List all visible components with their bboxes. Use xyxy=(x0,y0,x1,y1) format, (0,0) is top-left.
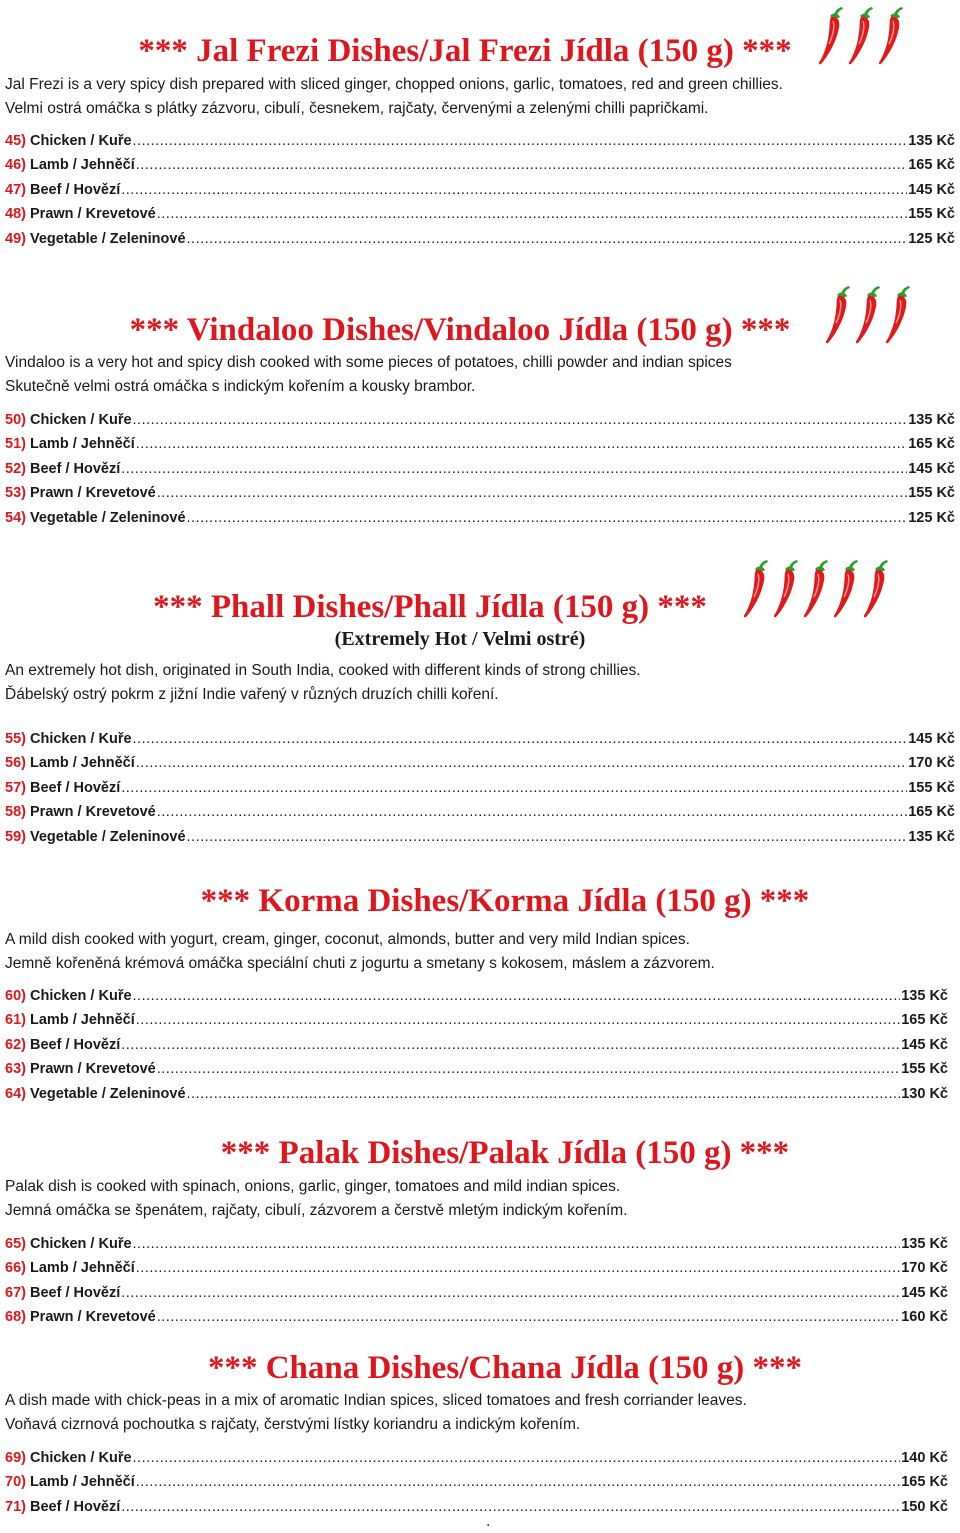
section-palak xyxy=(0,1133,960,1330)
section-subtitle: (Extremely Hot / Velmi ostré) xyxy=(334,628,586,650)
menu-item xyxy=(0,1446,948,1470)
dot-leader xyxy=(136,1008,900,1032)
chilli-icon xyxy=(855,283,883,347)
item-price: 135 Kč xyxy=(908,828,955,845)
item-label: Chicken / Kuře xyxy=(30,731,132,747)
item-price: 140 Kč xyxy=(901,1450,948,1466)
item-price: 155 Kč xyxy=(908,779,955,796)
item-label: Lamb / Jehněčí xyxy=(30,1474,135,1491)
item-number: 52) xyxy=(5,460,26,477)
description-en: Palak dish is cooked with spinach, onions, garlic, ginger, tomatoes and mild indian spices. xyxy=(5,1178,621,1195)
description-en: Vindaloo is a very hot and spicy dish cooked with some pieces of potatoes, chilli powder and indian spices xyxy=(5,354,732,371)
item-number: 45) xyxy=(5,133,26,149)
item-price: 125 Kč xyxy=(908,230,955,247)
item-name xyxy=(5,800,156,824)
dot-leader xyxy=(136,153,907,177)
dot-leader xyxy=(187,1082,901,1106)
menu-items xyxy=(0,727,955,849)
dot-leader xyxy=(121,776,907,800)
item-number: 49) xyxy=(5,230,26,247)
dot-leader xyxy=(136,751,907,775)
section-korma xyxy=(0,881,960,1106)
item-name xyxy=(5,751,135,775)
footer-mark: . xyxy=(486,1513,491,1530)
description-cz: Skutečně velmi ostrá omáčka s indickým kořením a kousky brambor. xyxy=(5,378,476,395)
chilli-icon xyxy=(833,557,861,621)
dot-leader xyxy=(121,457,907,481)
dot-leader xyxy=(136,1256,900,1280)
chilli-icons xyxy=(825,283,913,347)
menu-item xyxy=(0,408,955,432)
item-price: 160 Kč xyxy=(901,1309,948,1326)
item-name xyxy=(5,825,186,849)
item-number: 58) xyxy=(5,804,26,821)
item-label: Chicken / Kuře xyxy=(30,988,132,1004)
item-price: 170 Kč xyxy=(908,755,955,772)
item-number: 61) xyxy=(5,1012,26,1029)
item-label: Vegetable / Zeleninové xyxy=(30,828,186,845)
item-name xyxy=(5,1446,132,1470)
item-name xyxy=(5,1008,135,1032)
item-price: 135 Kč xyxy=(908,133,955,149)
item-name xyxy=(5,1232,132,1256)
description-cz: Velmi ostrá omáčka s plátky zázvoru, cibulí, česnekem, rajčaty, červenými a zelenými chilli papričkami. xyxy=(5,100,709,117)
item-number: 69) xyxy=(5,1450,26,1466)
chilli-icons xyxy=(743,557,891,621)
dot-leader xyxy=(157,800,908,824)
item-price: 145 Kč xyxy=(901,1284,948,1301)
item-name xyxy=(5,727,132,751)
dot-leader xyxy=(187,506,908,530)
item-label: Beef / Hovězí xyxy=(30,1284,121,1301)
chilli-icon xyxy=(803,557,831,621)
item-price: 170 Kč xyxy=(901,1260,948,1277)
item-label: Lamb / Jehněčí xyxy=(30,755,135,772)
menu-item xyxy=(0,506,955,530)
dot-leader xyxy=(136,1470,900,1494)
item-price: 135 Kč xyxy=(901,1236,948,1252)
dot-leader xyxy=(121,1033,900,1057)
item-name xyxy=(5,776,120,800)
item-label: Prawn / Krevetové xyxy=(30,485,156,502)
item-name xyxy=(5,984,132,1008)
menu-item xyxy=(0,751,955,775)
item-label: Prawn / Krevetové xyxy=(30,1309,156,1326)
menu-item xyxy=(0,1470,948,1494)
item-number: 66) xyxy=(5,1260,26,1277)
item-number: 56) xyxy=(5,755,26,772)
section-phall xyxy=(0,587,960,849)
section-title: *** Phall Dishes/Phall Jídla (150 g) *** xyxy=(153,589,707,625)
item-name xyxy=(5,457,120,481)
item-price: 145 Kč xyxy=(908,731,955,747)
dot-leader xyxy=(157,1305,901,1329)
item-label: Chicken / Kuře xyxy=(30,133,132,149)
menu-item xyxy=(0,1008,948,1032)
item-number: 65) xyxy=(5,1236,26,1252)
section-jal-frezi xyxy=(0,31,960,251)
chilli-icon xyxy=(885,283,913,347)
menu-item xyxy=(0,178,955,202)
item-label: Beef / Hovězí xyxy=(30,181,121,198)
item-name xyxy=(5,1057,156,1081)
item-name xyxy=(5,153,135,177)
dot-leader xyxy=(187,825,908,849)
item-number: 68) xyxy=(5,1309,26,1326)
dot-leader xyxy=(121,178,907,202)
item-number: 55) xyxy=(5,731,26,747)
chilli-icon xyxy=(818,4,846,68)
item-name xyxy=(5,481,156,505)
item-price: 145 Kč xyxy=(908,181,955,198)
item-number: 59) xyxy=(5,828,26,845)
item-price: 135 Kč xyxy=(901,988,948,1004)
item-name xyxy=(5,1033,120,1057)
item-label: Beef / Hovězí xyxy=(30,1498,121,1515)
menu-item xyxy=(0,727,955,751)
section-title: *** Palak Dishes/Palak Jídla (150 g) *** xyxy=(220,1135,790,1171)
item-name xyxy=(5,178,120,202)
dot-leader xyxy=(133,1232,901,1256)
item-name xyxy=(5,1082,186,1106)
menu-item xyxy=(0,1305,948,1329)
item-name xyxy=(5,1256,135,1280)
item-name xyxy=(5,506,186,530)
item-label: Chicken / Kuře xyxy=(30,412,132,428)
description-cz: Jemná omáčka se špenátem, rajčaty, cibulí, zázvorem a čerstvě mletým indickým kořením. xyxy=(5,1202,628,1219)
dot-leader xyxy=(157,202,908,226)
menu-item xyxy=(0,481,955,505)
description-en: An extremely hot dish, originated in South India, cooked with different kinds of strong chillies. xyxy=(5,662,641,679)
menu-items xyxy=(0,984,948,1106)
item-price: 135 Kč xyxy=(908,412,955,428)
menu-item xyxy=(0,776,955,800)
item-label: Chicken / Kuře xyxy=(30,1450,132,1466)
menu-items xyxy=(0,1232,948,1330)
item-number: 64) xyxy=(5,1085,26,1102)
menu-item xyxy=(0,1281,948,1305)
item-number: 57) xyxy=(5,779,26,796)
item-name xyxy=(5,227,186,251)
description-en: A dish made with chick-peas in a mix of aromatic Indian spices, sliced tomatoes and fresh corriander leaves. xyxy=(5,1392,747,1409)
section-chana xyxy=(0,1348,960,1519)
item-label: Prawn / Krevetové xyxy=(30,206,156,223)
item-label: Prawn / Krevetové xyxy=(30,1061,156,1078)
chilli-icon xyxy=(863,557,891,621)
item-name xyxy=(5,1305,156,1329)
section-title: *** Jal Frezi Dishes/Jal Frezi Jídla (150 g) *** xyxy=(138,33,792,69)
item-price: 155 Kč xyxy=(908,206,955,223)
item-price: 165 Kč xyxy=(908,157,955,174)
menu-item xyxy=(0,1232,948,1256)
item-price: 150 Kč xyxy=(901,1498,948,1515)
dot-leader xyxy=(157,481,908,505)
dot-leader xyxy=(136,432,907,456)
menu-item xyxy=(0,1057,948,1081)
item-label: Lamb / Jehněčí xyxy=(30,1012,135,1029)
item-name xyxy=(5,1470,135,1494)
description-en: Jal Frezi is a very spicy dish prepared with sliced ginger, chopped onions, garlic, tomatoes, red and green chillies. xyxy=(5,76,783,93)
item-name xyxy=(5,1495,120,1519)
chilli-icon xyxy=(743,557,771,621)
chilli-icon xyxy=(773,557,801,621)
menu-item xyxy=(0,1495,948,1519)
menu-item xyxy=(0,129,955,153)
item-number: 60) xyxy=(5,988,26,1004)
item-label: Beef / Hovězí xyxy=(30,779,121,796)
item-label: Beef / Hovězí xyxy=(30,460,121,477)
dot-leader xyxy=(133,1446,901,1470)
item-name xyxy=(5,202,156,226)
item-price: 145 Kč xyxy=(908,460,955,477)
menu-items xyxy=(0,408,955,530)
dot-leader xyxy=(133,408,908,432)
menu-item xyxy=(0,984,948,1008)
item-label: Vegetable / Zeleninové xyxy=(30,1085,186,1102)
item-name xyxy=(5,129,132,153)
item-number: 70) xyxy=(5,1474,26,1491)
item-price: 165 Kč xyxy=(901,1474,948,1491)
item-price: 145 Kč xyxy=(901,1036,948,1053)
menu-item xyxy=(0,1033,948,1057)
menu-item xyxy=(0,227,955,251)
menu-items xyxy=(0,129,955,251)
chilli-icons xyxy=(818,4,906,68)
dot-leader xyxy=(157,1057,901,1081)
item-label: Chicken / Kuře xyxy=(30,1236,132,1252)
menu-item xyxy=(0,153,955,177)
item-label: Lamb / Jehněčí xyxy=(30,157,135,174)
item-price: 155 Kč xyxy=(901,1061,948,1078)
item-price: 165 Kč xyxy=(901,1012,948,1029)
item-number: 63) xyxy=(5,1061,26,1078)
chilli-icon xyxy=(848,4,876,68)
item-name xyxy=(5,408,132,432)
item-label: Vegetable / Zeleninové xyxy=(30,230,186,247)
item-price: 130 Kč xyxy=(901,1085,948,1102)
section-title: *** Chana Dishes/Chana Jídla (150 g) *** xyxy=(207,1350,803,1386)
dot-leader xyxy=(133,984,901,1008)
menu-item xyxy=(0,825,955,849)
description-cz: Voňavá cizrnová pochoutka s rajčaty, čerstvými lístky koriandru a indickým kořením. xyxy=(5,1416,581,1433)
item-number: 71) xyxy=(5,1498,26,1515)
dot-leader xyxy=(121,1495,900,1519)
item-price: 125 Kč xyxy=(908,509,955,526)
menu-items xyxy=(0,1446,948,1519)
menu-item xyxy=(0,457,955,481)
menu-item xyxy=(0,432,955,456)
item-label: Lamb / Jehněčí xyxy=(30,1260,135,1277)
menu-item xyxy=(0,1256,948,1280)
item-number: 46) xyxy=(5,157,26,174)
item-name xyxy=(5,1281,120,1305)
section-title: *** Korma Dishes/Korma Jídla (150 g) *** xyxy=(200,883,810,919)
item-label: Vegetable / Zeleninové xyxy=(30,509,186,526)
item-number: 51) xyxy=(5,436,26,453)
menu-item xyxy=(0,1082,948,1106)
section-vindaloo xyxy=(0,310,960,530)
item-number: 67) xyxy=(5,1284,26,1301)
chilli-icon xyxy=(878,4,906,68)
item-number: 62) xyxy=(5,1036,26,1053)
item-name xyxy=(5,432,135,456)
dot-leader xyxy=(121,1281,900,1305)
description-cz: Jemně kořeněná krémová omáčka speciální chuti z jogurtu a smetany s kokosem, máslem a zázvorem. xyxy=(5,955,715,972)
menu-item xyxy=(0,202,955,226)
dot-leader xyxy=(133,727,908,751)
description-cz: Ďábelský ostrý pokrm z jižní Indie vařený v různých druzích chilli koření. xyxy=(5,686,499,703)
section-title: *** Vindaloo Dishes/Vindaloo Jídla (150 g) *** xyxy=(129,312,791,348)
chilli-icon xyxy=(825,283,853,347)
item-price: 155 Kč xyxy=(908,485,955,502)
item-label: Lamb / Jehněčí xyxy=(30,436,135,453)
menu-item xyxy=(0,800,955,824)
item-label: Prawn / Krevetové xyxy=(30,804,156,821)
item-number: 50) xyxy=(5,412,26,428)
description-en: A mild dish cooked with yogurt, cream, ginger, coconut, almonds, butter and very mild Indian spices. xyxy=(5,931,690,948)
item-number: 47) xyxy=(5,181,26,198)
item-number: 53) xyxy=(5,485,26,502)
item-number: 54) xyxy=(5,509,26,526)
dot-leader xyxy=(133,129,908,153)
item-price: 165 Kč xyxy=(908,804,955,821)
item-price: 165 Kč xyxy=(908,436,955,453)
dot-leader xyxy=(187,227,908,251)
item-label: Beef / Hovězí xyxy=(30,1036,121,1053)
item-number: 48) xyxy=(5,206,26,223)
